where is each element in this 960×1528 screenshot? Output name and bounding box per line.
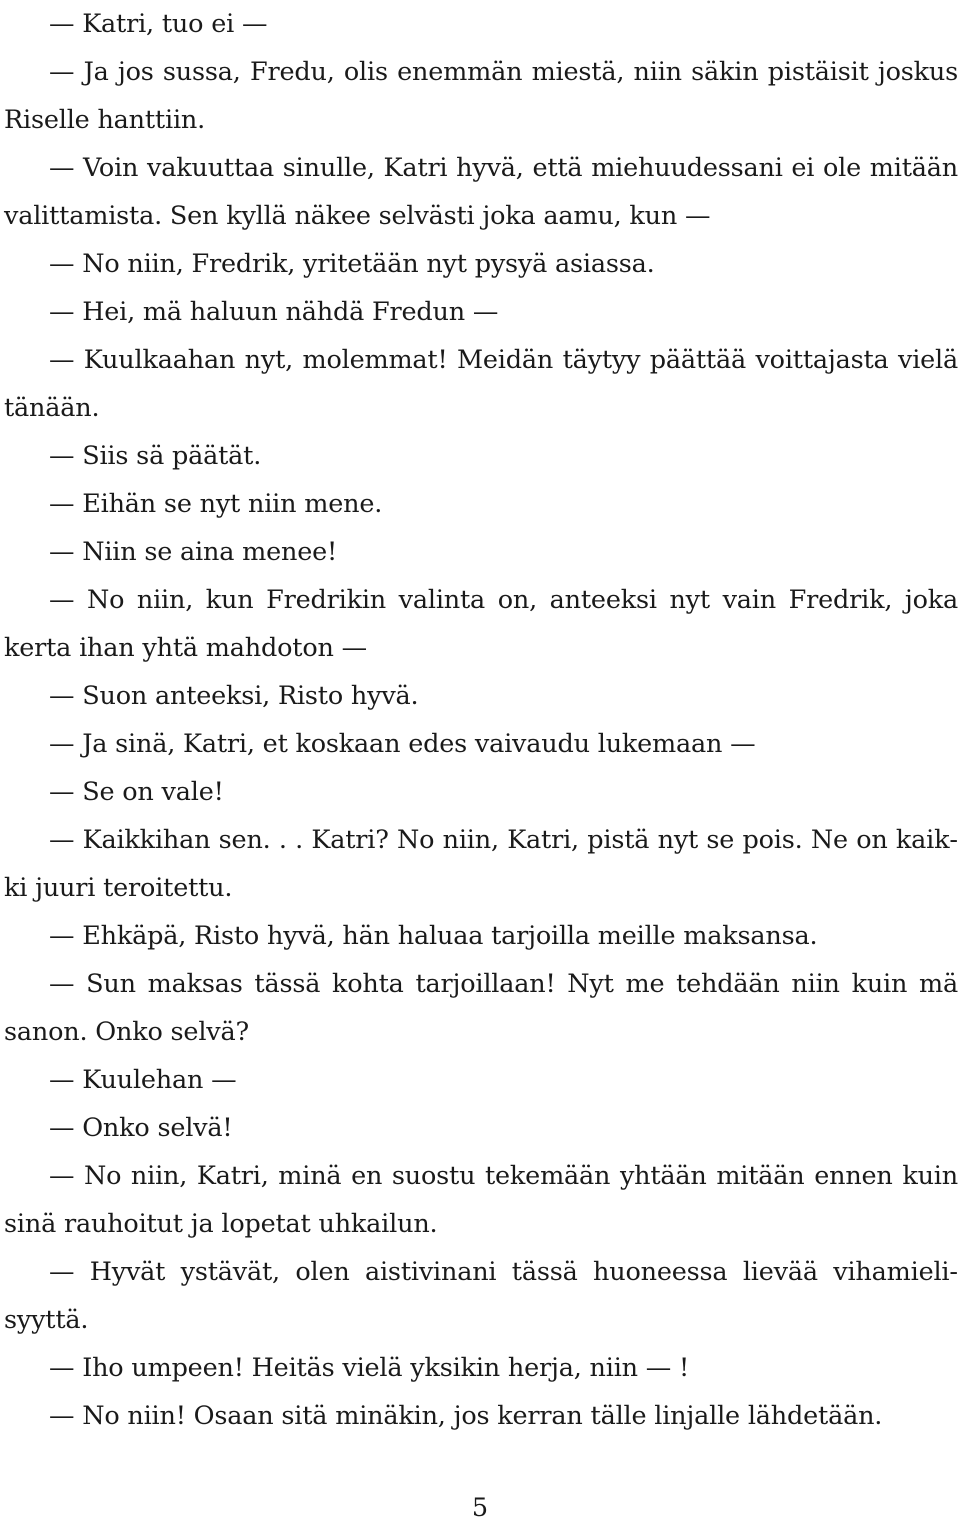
dialogue-line: — Eihän se nyt niin mene. (49, 489, 383, 519)
dialogue-line: — Ja jos sussa, Fredu, olis enemmän miestä, niin säkin pistäisit joskus Riselle hanttiin. (4, 57, 958, 135)
dialogue-line: — No niin, Katri, minä en suostu tekemään yhtään mitään ennen kuin sinä rauhoitut ja lopetat uhkailun. (4, 1161, 958, 1239)
dialogue-line: — No niin! Osaan sitä minäkin, jos kerran tälle linjalle lähdetään. (49, 1401, 883, 1431)
dialogue-line: — Suon anteeksi, Risto hyvä. (49, 681, 419, 711)
dialogue-line: — Ehkäpä, Risto hyvä, hän haluaa tarjoilla meille maksansa. (49, 921, 818, 951)
dialogue-line: — No niin, Fredrik, yritetään nyt pysyä asiassa. (49, 249, 655, 279)
dialogue-line: — Ja sinä, Katri, et koskaan edes vaivaudu lukemaan — (49, 729, 756, 759)
dialogue-line: — Siis sä päätät. (49, 441, 262, 471)
dialogue-line: — Katri, tuo ei — (49, 9, 268, 39)
dialogue-line: — No niin, kun Fredrikin valinta on, anteeksi nyt vain Fredrik, joka kerta ihan yhtä mahdoton — (4, 585, 958, 663)
dialogue-line: — Kaikkihan sen. . . Katri? No niin, Katri, pistä nyt se pois. Ne on kaikki juuri teroitettu. (4, 825, 958, 903)
document-page (4, 0, 958, 1440)
dialogue-line: — Hyvät ystävät, olen aistivinani tässä huoneessa lievää vihamielisyyttä. (4, 1257, 958, 1335)
dialogue-line: — Iho umpeen! Heitäs vielä yksikin herja, niin — ! (49, 1353, 690, 1383)
dialogue-line: — Sun maksas tässä kohta tarjoillaan! Nyt me tehdään niin kuin mä sanon. Onko selvä? (4, 969, 958, 1047)
page-number: 5 (471, 1493, 489, 1523)
dialogue-line: — Kuulehan — (49, 1065, 237, 1095)
dialogue-line: — Hei, mä haluun nähdä Fredun — (49, 297, 499, 327)
dialogue-line: — Onko selvä! (49, 1113, 233, 1143)
dialogue-line: — Niin se aina menee! (49, 537, 338, 567)
dialogue-line: — Kuulkaahan nyt, molemmat! Meidän täytyy päättää voittajasta vielä tänään. (4, 345, 958, 423)
dialogue-line: — Se on vale! (49, 777, 224, 807)
dialogue-line: — Voin vakuuttaa sinulle, Katri hyvä, että miehuudessani ei ole mitään valittamista. Sen kyllä näkee selvästi joka aamu, kun — (4, 153, 958, 231)
